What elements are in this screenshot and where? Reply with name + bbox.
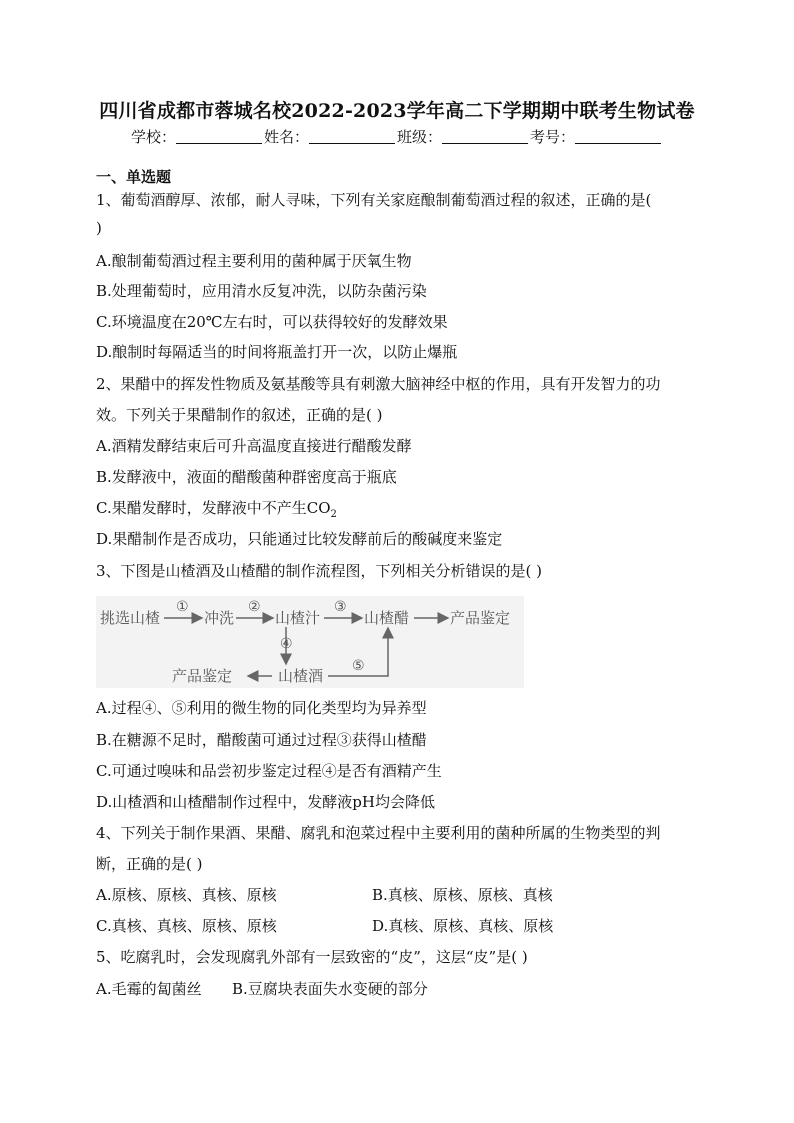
section-heading: 一、单选题 [96,168,172,186]
school-blank [176,129,262,144]
q3-option-d: D.山楂酒和山楂醋制作过程中，发酵液pH均会降低 [96,793,435,811]
flowchart-diagram [96,596,524,688]
name-label: 姓名： [263,128,309,146]
class-label: 班级： [397,128,443,146]
q5-option-a: A.毛霉的匐菌丝 [96,980,202,998]
q3-option-a: A.过程④、⑤利用的微生物的同化类型均为异养型 [96,699,427,717]
page-title: 四川省成都市蓉城名校2022-2023学年高二下学期期中联考生物试卷 [99,100,695,122]
q3-option-c: C.可通过嗅味和品尝初步鉴定过程④是否有酒精产生 [96,762,442,780]
step-3-label: ③ [334,599,347,615]
q5-option-b: B.豆腐块表面失水变硬的部分 [232,980,428,998]
q2-option-c-text: C.果醋发酵时，发酵液中不产生CO [96,499,331,517]
q2-option-a: A.酒精发酵结束后可升高温度直接进行醋酸发酵 [96,437,412,455]
q4-option-d: D.真核、原核、真核、原核 [372,917,554,935]
q3-option-b: B.在糖源不足时，醋酸菌可通过过程③获得山楂醋 [96,731,427,749]
q2-option-c [96,497,337,520]
co2-subscript: 2 [330,509,337,520]
node-product-eval-top: 产品鉴定 [450,609,511,627]
q4-stem-line1: 4、下列关于制作果酒、果醋、腐乳和泡菜过程中主要利用的菌种所属的生物类型的判 [96,824,661,842]
node-select-hawthorn: 挑选山楂 [100,609,161,627]
q2-stem-line2: 效。下列关于果醋制作的叙述，正确的是( ) [96,406,383,424]
q4-option-b: B.真核、原核、原核、真核 [372,886,553,904]
step-5-label: ⑤ [352,658,365,674]
q1-stem-line2: ) [96,219,102,237]
node-hawthorn-wine: 山楂酒 [278,667,324,685]
q2-option-d: D.果醋制作是否成功，只能通过比较发酵前后的酸碱度来鉴定 [96,530,503,548]
step-2-label: ② [248,599,261,615]
student-info-line [0,126,794,147]
q4-stem-line2: 断，正确的是( ) [96,855,203,873]
q5-stem: 5、吃腐乳时，会发现腐乳外部有一层致密的“皮”，这层“皮”是( ) [96,948,528,966]
q1-option-c: C.环境温度在20℃左右时，可以获得较好的发酵效果 [96,313,448,331]
q4-option-a: A.原核、原核、真核、原核 [96,886,277,904]
q2-stem-line1: 2、果醋中的挥发性物质及氨基酸等具有刺激大脑神经中枢的作用，具有开发智力的功 [96,375,661,393]
q1-stem-line1: 1、葡萄酒醇厚、浓郁，耐人寻味，下列有关家庭酿制葡萄酒过程的叙述，正确的是( [96,191,652,209]
step-4-label: ④ [280,636,293,652]
node-wash: 冲洗 [204,609,235,627]
q3-stem: 3、下图是山楂酒及山楂醋的制作流程图，下列相关分析错误的是( ) [96,562,543,580]
q1-option-b: B.处理葡萄时，应用清水反复冲洗，以防杂菌污染 [96,282,427,300]
q4-option-c: C.真核、真核、原核、原核 [96,917,277,935]
exam-no-blank [575,129,661,144]
node-hawthorn-vinegar: 山楂醋 [364,609,410,627]
step-1-label: ① [176,599,189,615]
school-label: 学校： [130,128,176,146]
q1-option-d: D.酿制时每隔适当的时间将瓶盖打开一次，以防止爆瓶 [96,343,458,361]
q2-option-b: B.发酵液中，液面的醋酸菌种群密度高于瓶底 [96,468,397,486]
name-blank [309,129,395,144]
node-product-eval-bottom: 产品鉴定 [172,667,233,685]
q1-option-a: A.酿制葡萄酒过程主要利用的菌种属于厌氧生物 [96,252,412,270]
class-blank [442,129,528,144]
exam-no-label: 考号： [530,128,576,146]
node-hawthorn-juice: 山楂汁 [275,609,321,627]
